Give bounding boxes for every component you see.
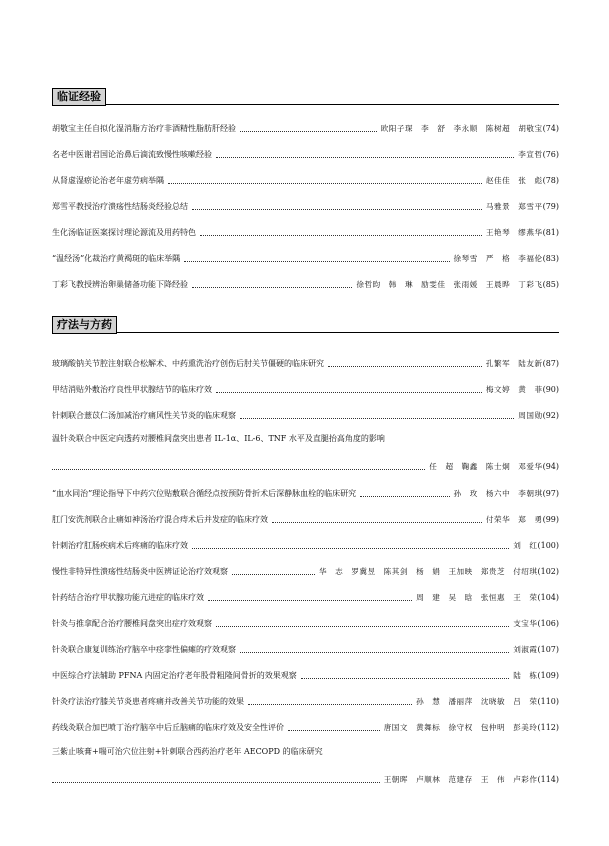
leader-dots (301, 678, 509, 679)
leader-dots (216, 157, 514, 158)
entry-authors: 孙 玫 杨六中 李朝琪 (453, 489, 543, 498)
toc-entry[interactable] (52, 199, 559, 213)
entry-page: (107) (537, 645, 559, 654)
entry-title: 针药结合治疗甲状腺功能亢进症的临床疗效 (52, 593, 204, 602)
entry-page: (114) (537, 775, 559, 784)
toc-entry[interactable] (52, 720, 559, 734)
entry-authors: 支宝华 (513, 619, 538, 628)
entry-title: 肛门安洗剂联合止痛如神汤治疗混合痔术后并发症的临床疗效 (52, 515, 268, 524)
entry-authors: 任 超 鞠鑫 陈士炯 邓爱华 (429, 462, 543, 471)
entry-authors: 华 志 罗冀昱 陈其剑 杨 娟 王加映 郑贵芝 付绍琪 (318, 567, 538, 576)
entry-title: 针刺治疗肛肠疾病术后疼痛的临床疗效 (52, 541, 188, 550)
leader-dots (192, 548, 509, 549)
entry-title: “血水同治”理论指导下中药穴位贴敷联合循经点按预防骨折术后深静脉血栓的临床研究 (52, 489, 357, 498)
leader-dots (240, 131, 377, 132)
entry-page: (78) (542, 176, 559, 185)
entry-title: 慢性非特异性溃疡性结肠炎中医辨证论治疗效观察 (52, 567, 228, 576)
section-heading: 临证经验 (52, 88, 106, 106)
entry-authors: 李宣哲 (518, 150, 543, 159)
entry-title: 甲结消贴外敷治疗良性甲状腺结节的临床疗效 (52, 385, 212, 394)
entry-page: (106) (537, 619, 559, 628)
toc-entry[interactable] (52, 772, 559, 786)
toc-entry[interactable] (52, 173, 559, 187)
entry-title: 针刺联合薏苡仁汤加减治疗痛风性关节炎的临床观察 (52, 411, 236, 420)
leader-dots (248, 704, 412, 705)
section-heading: 疗法与方药 (52, 316, 117, 334)
entry-page: (97) (542, 489, 559, 498)
entry-page: (83) (542, 254, 559, 263)
entry-page: (112) (537, 723, 559, 732)
entry-title: 针灸联合康复训练治疗脑卒中痉挛性偏瘫的疗效观察 (52, 645, 236, 654)
entry-title: 郑雪平教授治疗溃疡性结肠炎经验总结 (52, 202, 188, 211)
entry-page: (76) (542, 150, 559, 159)
entry-page: (102) (537, 567, 559, 576)
entry-authors: 刘 红 (513, 541, 538, 550)
toc-entry[interactable] (52, 590, 559, 604)
entry-title: 胡敬宝主任自拟化湿消脂方治疗非酒精性脂肪肝经验 (52, 124, 236, 133)
entry-page: (85) (542, 280, 559, 289)
toc-entry[interactable] (52, 459, 559, 473)
toc-entry[interactable] (52, 408, 559, 422)
leader-dots (208, 600, 412, 601)
entry-authors: 马雅景 郑雪平 (485, 202, 543, 211)
entry-title: 生化汤临证医案探讨理论源流及用药特色 (52, 228, 196, 237)
toc-entry-title-line[interactable] (52, 746, 559, 760)
toc-entry[interactable] (52, 486, 559, 500)
entry-page: (87) (542, 359, 559, 368)
toc-entry[interactable] (52, 356, 559, 370)
entry-authors: 唐国文 黄舞标 徐守权 包仲明 彭美玲 (383, 723, 538, 732)
entry-page: (110) (537, 697, 559, 706)
leader-dots (240, 652, 509, 653)
toc-entry[interactable] (52, 564, 559, 578)
entry-page: (74) (542, 124, 559, 133)
entry-page: (94) (542, 462, 559, 471)
toc-entry[interactable] (52, 642, 559, 656)
entry-page: (81) (542, 228, 559, 237)
leader-dots (216, 626, 509, 627)
entry-title: 针灸与推拿配合治疗腰椎间盘突出症疗效观察 (52, 619, 212, 628)
entry-authors: 周 建 吴 晗 张恒惠 王 荣 (416, 593, 538, 602)
entry-page: (100) (537, 541, 559, 550)
entry-page: (104) (537, 593, 559, 602)
leader-dots (52, 469, 425, 470)
leader-dots (200, 235, 482, 236)
entry-title: 丁彩飞教授辨治卵巢储备功能下降经验 (52, 280, 188, 289)
leader-dots (168, 183, 482, 184)
leader-dots (240, 418, 514, 419)
entry-title: 三紫止咳膏+喘可治穴位注射+针刺联合西药治疗老年 AECOPD 的临床研究 (52, 747, 323, 756)
toc-entry[interactable] (52, 225, 559, 239)
leader-dots (328, 366, 482, 367)
entry-page: (92) (542, 411, 559, 420)
entry-authors: 刘淑霞 (513, 645, 538, 654)
entry-authors: 陆 栋 (513, 671, 538, 680)
entry-title: 从肾虚湿瘀论治老年虚劳病举隅 (52, 176, 164, 185)
entry-authors: 徐哲昀 韩 琳 励雯佳 张雨媛 王晨晔 丁彩飞 (356, 280, 543, 289)
toc-entry[interactable] (52, 382, 559, 396)
toc-entry[interactable] (52, 251, 559, 265)
entry-title: 针灸疗法治疗膝关节炎患者疼痛并改善关节功能的效果 (52, 697, 244, 706)
leader-dots (272, 522, 482, 523)
entry-page: (99) (542, 515, 559, 524)
leader-dots (288, 730, 380, 731)
entry-page: (90) (542, 385, 559, 394)
leader-dots (360, 496, 449, 497)
section-rule (52, 332, 559, 333)
section-rule (52, 104, 559, 105)
entry-title: 玻璃酸钠关节腔注射联合松解术、中药熏洗治疗创伤后肘关节僵硬的临床研究 (52, 359, 324, 368)
entry-authors: 孙 慧 潘丽萍 沈晓敏 吕 荣 (416, 697, 538, 706)
entry-authors: 梅文婷 黄 菲 (485, 385, 543, 394)
entry-title: “温经汤”化裁治疗黄褐斑的临床举隅 (52, 254, 181, 263)
entry-authors: 王艳琴 缪燕华 (485, 228, 543, 237)
entry-authors: 孔繁军 陆友新 (485, 359, 543, 368)
entry-page: (109) (537, 671, 559, 680)
leader-dots (232, 574, 315, 575)
entry-title: 名老中医谢君国论治鼻后滴流致慢性咳嗽经验 (52, 150, 212, 159)
entry-authors: 赵佳佳 张 彪 (485, 176, 543, 185)
entry-authors: 徐琴雪 严 格 李福伦 (453, 254, 543, 263)
leader-dots (192, 287, 352, 288)
entry-authors: 周国勋 (518, 411, 543, 420)
entry-title: 中医综合疗法辅助 PFNA 内固定治疗老年股骨粗隆间骨折的效果观察 (52, 671, 297, 680)
toc-entry[interactable] (52, 277, 559, 291)
entry-page: (79) (542, 202, 559, 211)
toc-entry[interactable] (52, 538, 559, 552)
leader-dots (52, 782, 380, 783)
toc-entry[interactable] (52, 512, 559, 526)
entry-authors: 付荣华 郑 勇 (485, 515, 543, 524)
entry-authors: 王朝晖 卢顺林 范建存 王 伟 卢彩作 (383, 775, 538, 784)
toc-entry[interactable] (52, 121, 559, 135)
toc-entry[interactable] (52, 616, 559, 630)
entry-authors: 欧阳子琛 李 舒 李永顺 陈树超 胡敬宝 (380, 124, 543, 133)
leader-dots (184, 261, 449, 262)
entry-title: 药线灸联合加巴喷丁治疗脑卒中后丘脑痛的临床疗效及安全性评价 (52, 723, 284, 732)
toc-entry-title-line[interactable] (52, 433, 559, 447)
toc-entry[interactable] (52, 147, 559, 161)
toc-entry[interactable] (52, 668, 559, 682)
entry-title: 温针灸联合中医定向透药对腰椎间盘突出患者 IL-1α、IL-6、TNF 水平及直腿抬高角度的影响 (52, 434, 385, 443)
leader-dots (192, 209, 482, 210)
toc-entry[interactable] (52, 694, 559, 708)
leader-dots (216, 392, 482, 393)
